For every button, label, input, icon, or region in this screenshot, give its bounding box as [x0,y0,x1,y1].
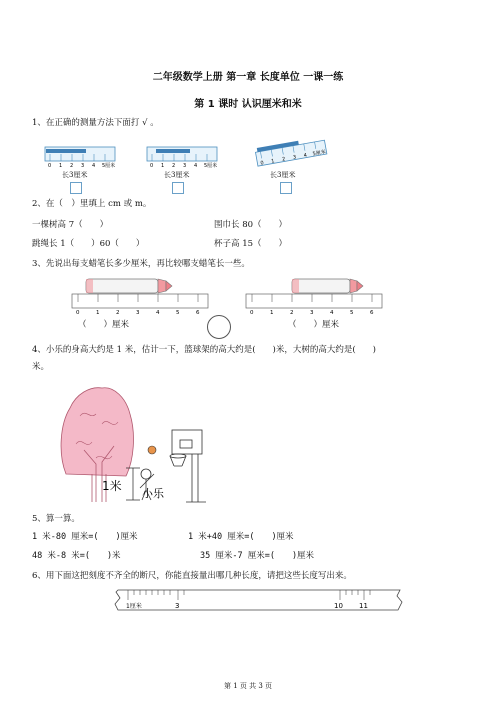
svg-text:5: 5 [176,310,180,316]
ruler-tick-label: 2 [70,163,74,168]
ruler-tick-label: 2 [172,163,176,168]
q5-text: 5、算一算。 [32,514,80,524]
svg-text:0: 0 [250,310,254,316]
ruler-tick-label: 3 [292,154,297,161]
q5-expr-2: 1 米+40 厘米=( )厘米 [188,532,294,542]
q4-illustration [56,384,216,508]
q2-item-tree: 一棵树高 7（ ） [32,220,109,230]
q2-item-rope: 跳绳长 1（ ）60（ ） [32,239,145,249]
tree-illustration [61,388,133,502]
ruler-tick-label: 1 [161,163,165,168]
svg-text:6: 6 [196,310,200,316]
q3-answer-2: （ ）厘米 [288,320,340,330]
q1-caption-3: 长3厘米 [270,171,296,179]
q1-ruler-2 [146,146,218,172]
svg-text:2: 2 [290,310,294,316]
q4-text-line2: 米。 [32,362,50,372]
q1-ruler-3 [252,134,332,174]
ruler-tick-label: 3 [183,163,187,168]
ruler-tick-label: 4 [92,163,96,168]
ruler-tick-label: 1 [59,163,63,168]
q3-answer-1: （ ）厘米 [78,320,130,330]
height-label: 1米 [102,479,122,493]
ruler-tick-label: 0 [150,163,154,168]
crayon-body [292,279,350,293]
q6-broken-ruler [112,588,404,616]
q5-expr-3: 48 米-8 米=( )米 [32,551,121,561]
q6-text: 6、用下面这把刻度不齐全的断尺，你能直接量出哪几种长度，请把这些长度写出来。 [32,571,352,581]
q5-expr-4: 35 厘米-7 厘米=( )厘米 [200,551,315,561]
q2-text: 2、在（ ）里填上 cm 或 m。 [32,199,152,209]
q1-text: 1、在正确的测量方法下面打 √ 。 [32,118,159,128]
q1-caption-1: 长3厘米 [62,171,88,179]
crayon-body [86,279,158,293]
svg-text:6: 6 [370,310,374,316]
ruler-label: 1厘米 [126,603,142,610]
svg-text:2: 2 [116,310,120,316]
svg-text:4: 4 [156,310,160,316]
ruler-label: 3 [175,602,180,610]
q3-compare-circle[interactable] [207,315,231,339]
document-title: 二年级数学上册 第一章 长度单位 一课一练 [152,72,344,83]
child-name-label: 小乐 [142,487,164,500]
q2-item-scarf: 围巾长 80（ ） [214,220,288,230]
basketball [148,446,156,454]
ruler-tick-label: 5厘米 [312,149,327,158]
ruler-tick-label: 2 [281,156,286,163]
ruler-tick-label: 1 [270,158,276,165]
ruler-tick-label: 0 [260,160,265,167]
svg-text:3: 3 [310,310,314,316]
ruler-tick-label: 5厘米 [204,163,218,168]
q3-crayon-ruler-1 [70,276,210,320]
page-footer: 第 1 页 共 3 页 [223,682,273,690]
ruler-tick-label: 5厘米 [102,163,116,168]
ruler-label: 10 [334,602,343,610]
q3-text: 3、先说出每支蜡笔长多少厘米，再比较哪支蜡笔长一些。 [32,259,250,269]
svg-text:1: 1 [96,310,100,316]
q2-item-cup: 杯子高 15（ ） [214,239,288,249]
ruler-label: 11 [359,602,368,610]
q1-checkbox-3[interactable] [280,182,292,194]
q1-ruler-1 [44,146,116,172]
q3-crayon-ruler-2 [244,276,384,320]
svg-text:4: 4 [330,310,334,316]
q4-text-line1: 4、小乐的身高大约是 1 米，估计一下，篮球架的高大约是( )米，大树的高大约是( ) [32,345,376,355]
svg-text:1: 1 [270,310,274,316]
q1-checkbox-2[interactable] [172,182,184,194]
ruler-tick-label: 4 [194,163,198,168]
svg-text:3: 3 [136,310,140,316]
svg-text:5: 5 [350,310,354,316]
ruler-tick-label: 0 [48,163,52,168]
ruler-tick-label: 3 [81,163,85,168]
q1-checkbox-1[interactable] [70,182,82,194]
q5-expr-1: 1 米-80 厘米=( )厘米 [32,532,138,542]
svg-text:0: 0 [76,310,80,316]
basketball-hoop [170,430,206,502]
ruler-tick-label: 4 [303,152,308,159]
lesson-subtitle: 第 1 课时 认识厘米和米 [194,99,302,110]
q1-caption-2: 长3厘米 [164,171,190,179]
